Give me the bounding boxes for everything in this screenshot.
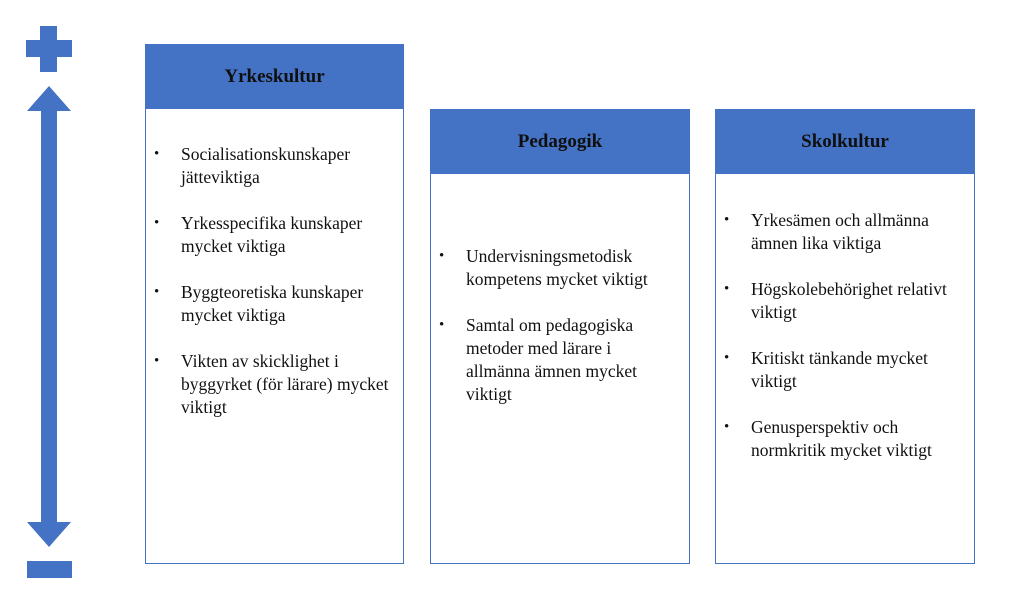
column-body (146, 109, 403, 419)
item-list (154, 143, 391, 419)
plus-icon (26, 26, 72, 72)
column-yrkeskultur (145, 44, 404, 564)
column-title: Pedagogik (431, 110, 689, 174)
importance-scale (0, 0, 100, 614)
list-item: • Genusperspektiv och normkritik mycket viktigt (724, 416, 964, 462)
column-pedagogik (430, 109, 690, 564)
item-list (724, 209, 964, 462)
list-item: • Vikten av skicklighet i byggyrket (för lärare) mycket viktigt (154, 350, 391, 419)
list-item: • Samtal om pedagogiska metoder med lärare i allmänna ämnen mycket viktigt (439, 314, 679, 406)
list-item: • Socialisationskunskaper jätteviktiga (154, 143, 391, 189)
list-item: • Undervisningsmetodisk kompetens mycket viktigt (439, 245, 679, 291)
column-body (716, 174, 974, 462)
list-item: • Kritiskt tänkande mycket viktigt (724, 347, 964, 393)
column-title: Yrkeskultur (146, 45, 403, 109)
column-skolkultur (715, 109, 975, 564)
list-item: • Yrkesämen och allmänna ämnen lika viktiga (724, 209, 964, 255)
double-arrow-icon (27, 86, 71, 547)
minus-icon (27, 561, 72, 578)
column-title: Skolkultur (716, 110, 974, 174)
list-item: • Byggteoretiska kunskaper mycket viktiga (154, 281, 391, 327)
list-item: • Yrkesspecifika kunskaper mycket viktiga (154, 212, 391, 258)
column-body (431, 174, 689, 406)
item-list (439, 245, 679, 406)
list-item: • Högskolebehörighet relativt viktigt (724, 278, 964, 324)
